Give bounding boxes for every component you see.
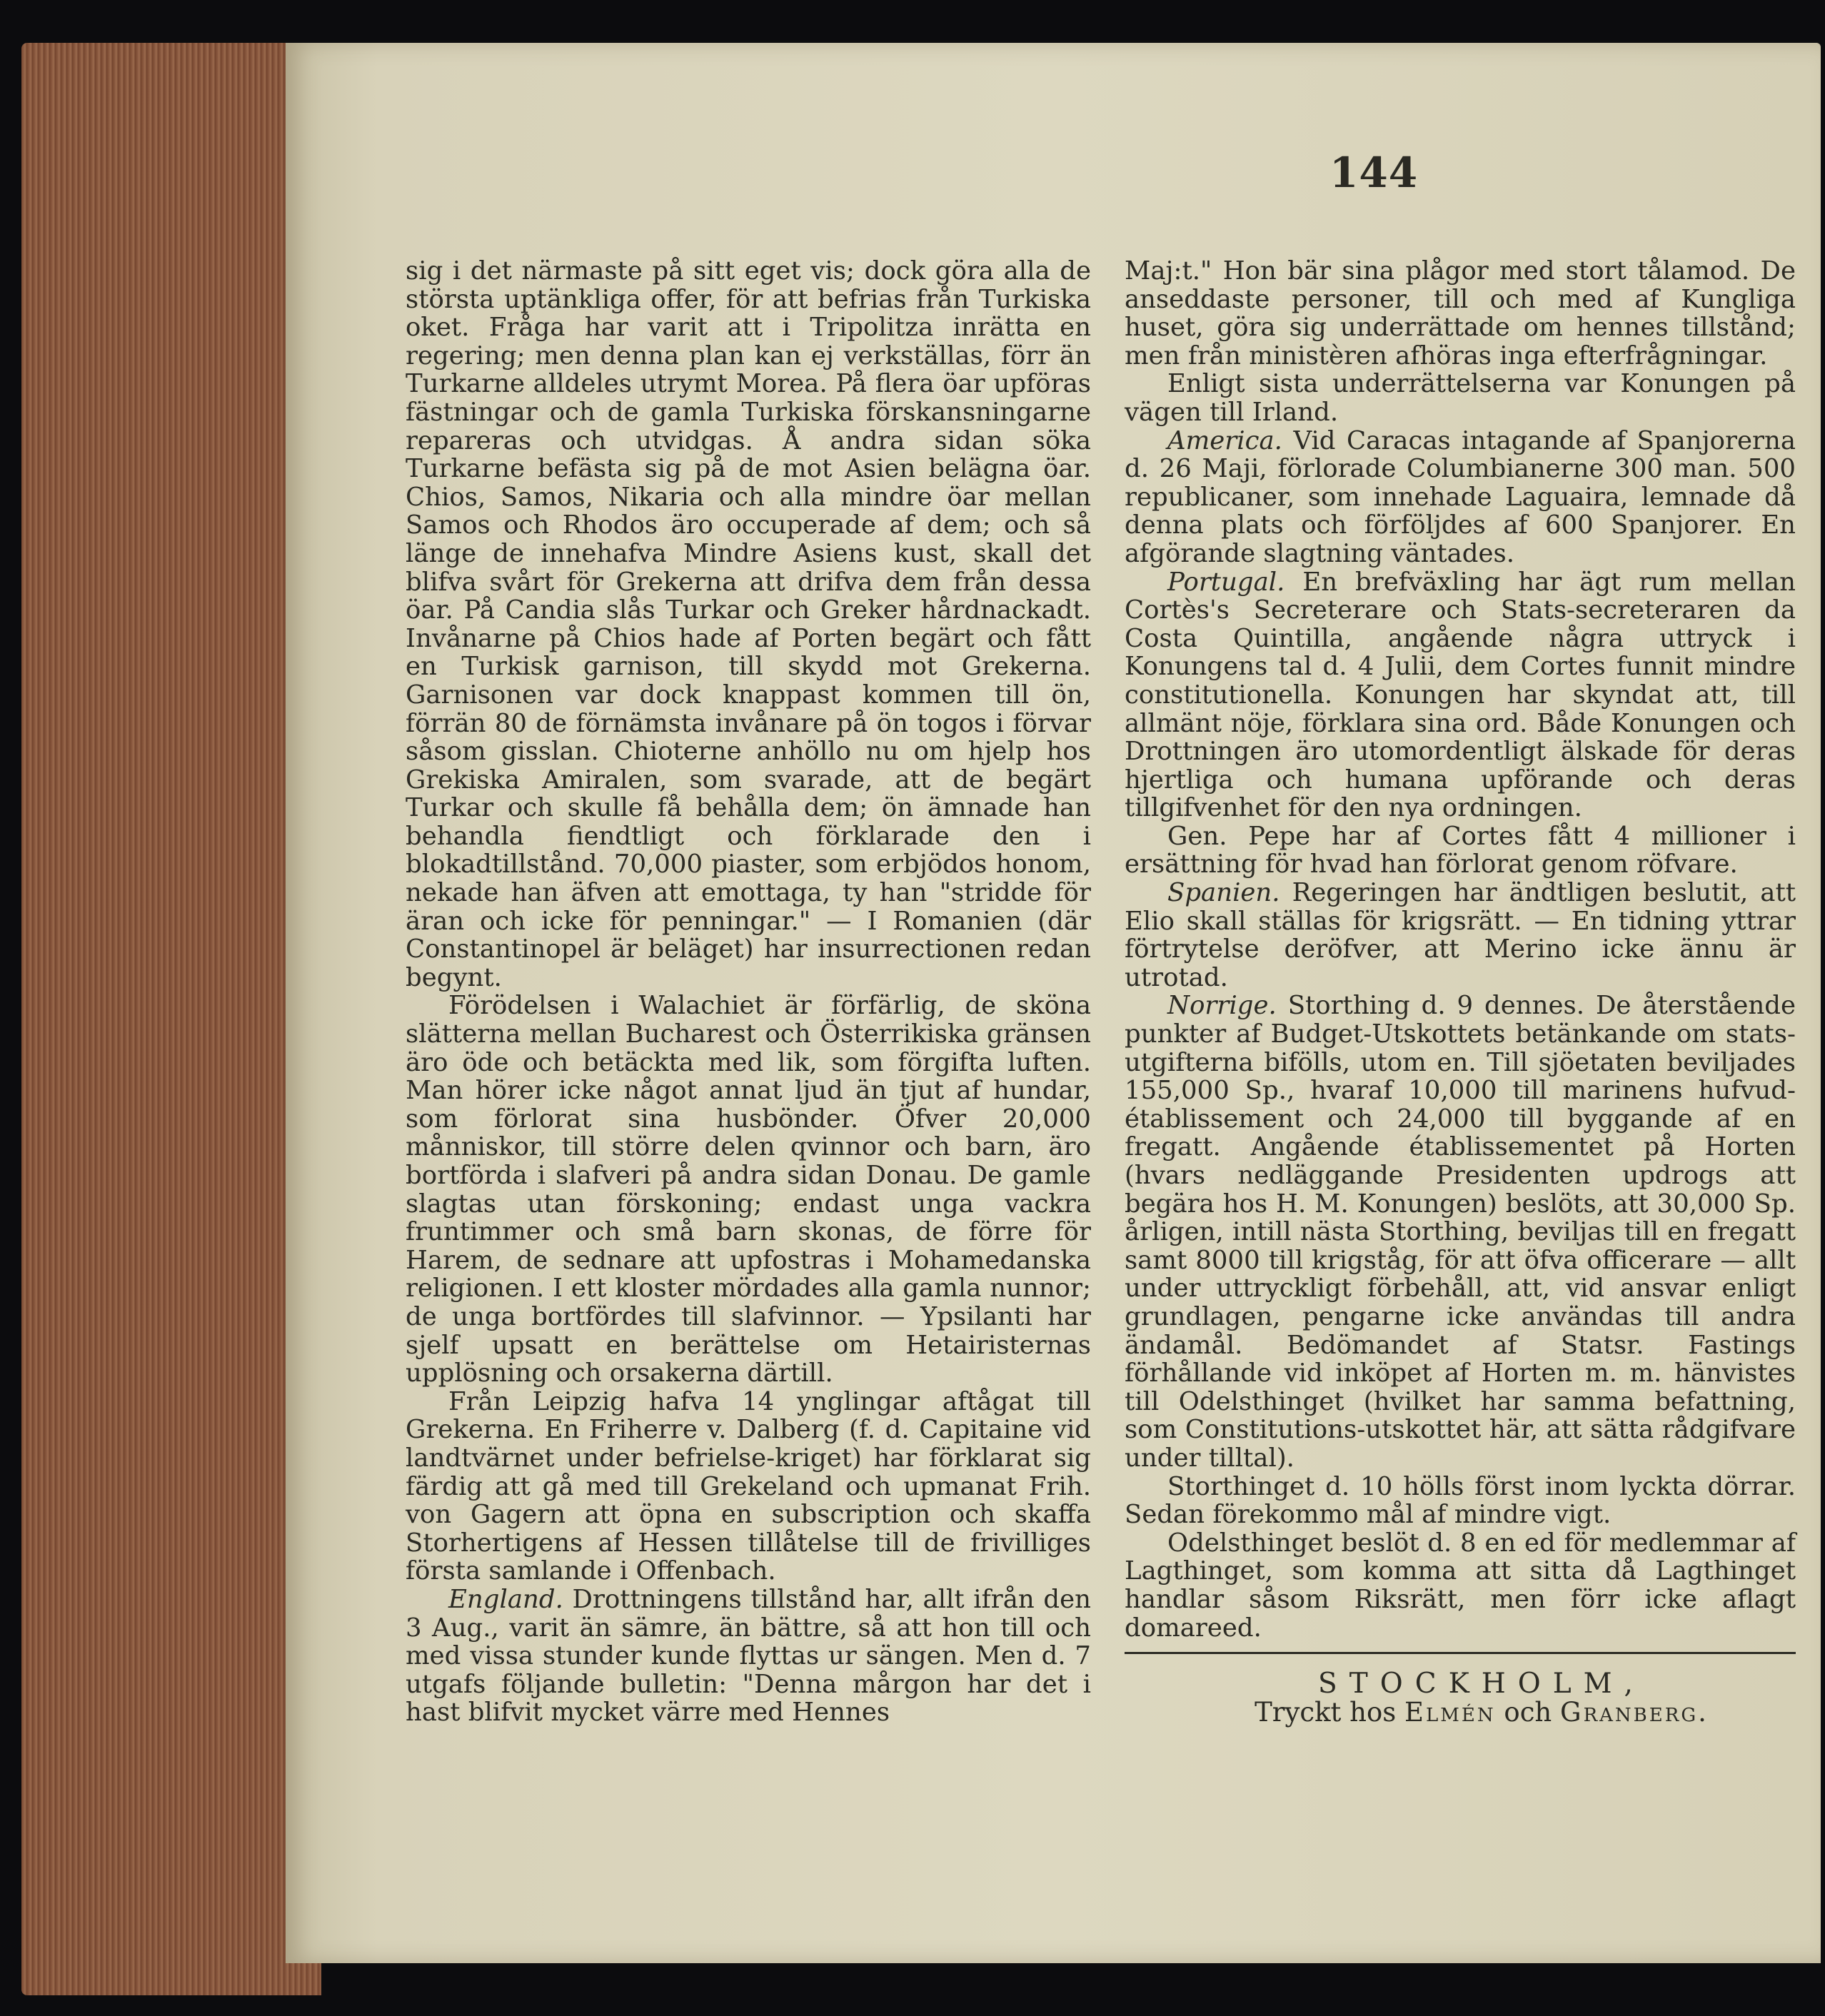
paragraph-odelsthing: Odelsthinget beslöt d. 8 en ed för medlemmar af Lagthinget, som komma att sitta då Lagthinget handlar såsom Riksrätt, men förr icke aflagt domareed. <box>1125 1528 1796 1643</box>
page-number: 144 <box>1329 148 1419 197</box>
paragraph-norway-text: Storthing d. 9 dennes. De återstående punkter af Budget-Utskottets betänkande om stats-utgifterna bifölls, utom en. Till sjöetaten beviljades 155,000 Sp., hvaraf 10,000 till marinens hufvud-établissement och 24,000 till byggande af en fregatt. Angående établissementet på Horten (hvars nedläggande Presidenten updrogs att begära hos H. M. Konungen) beslöts, att 30,000 Sp. årligen, intill nästa Storthing, beviljas till en fregatt samt 8000 till krigståg, för att öfva officerare — allt under uttryckligt förbehåll, att, vid ansvar enligt grundlagen, pengarne icke användas till andra ändamål. Bedömandet af Statsr. Fastings förhållande vid inköpet af Horten m. m. hänvistes till Odelsthinget (hvilket har samma befattning, som Constitutions-utskottet här, att sätta rådgifvare under tilltal). <box>1125 991 1796 1473</box>
imprint-line <box>1125 1698 1796 1727</box>
paragraph-spain <box>1125 879 1796 992</box>
paragraph-norway <box>1125 992 1796 1472</box>
end-rule <box>1125 1652 1796 1654</box>
paragraph-leipzig: Från Leipzig hafva 14 ynglingar aftågat till Grekerna. En Friherre v. Dalberg (f. d. Capitaine vid landtvärnet under befrielse-kriget) har förklarat sig färdig att gå med till Grekeland och upmanat Frih. von Gagern att öpna en subscription och skaffa Storhertigens af Hessen tillåtelse till de frivilliges första samlande i Offenbach. <box>406 1386 1091 1586</box>
paragraph-america <box>1125 427 1796 568</box>
paragraph-storthing: Storthinget d. 10 hölls först inom lyckta dörrar. Sedan förekommo mål af mindre vigt. <box>1125 1471 1796 1530</box>
paragraph-spain-text: Regeringen har ändtligen beslutit, att Elio skall ställas för krigsrätt. — En tidning yttrar förtrytelse deröfver, att Merino icke ännu är utrotad. <box>1125 878 1796 992</box>
place-heading-america: America. <box>1167 425 1282 455</box>
paragraph-greece: sig i det närmaste på sitt eget vis; dock göra alla de största uptänkliga offer, för att befrias från Turkiska oket. Fråga har varit att i Tripolitza inrätta en regering; men denna plan kan ej verkställas, förr än Turkarne alldeles utrymt Morea. På flera öar upföras fästningar och de gamla Turkiska förskansningarne repareras och utvidgas. Å andra sidan söka Turkarne befästa sig på de mot Asien belägna öar. Chios, Samos, Nikaria och alla mindre öar mellan Samos och Rhodos äro occuperade af dem; och så länge de innehafva Mindre Asiens kust, skall det blifva svårt för Grekerna att drifva dem från dessa öar. På Candia slås Turkar och Greker hårdnackadt. Invånarne på Chios hade af Porten begärt och fått en Turkisk garnison, till skydd mot Grekerna. Garnisonen var dock knappast kommen till ön, förrän 80 de förnämsta invånare på ön togos i förvar såsom gisslan. Chioterne anhöllo nu om hjelp hos Grekiska Amiralen, som svarade, att de begärt Turkar och skulle få behålla dem; ön ämnade han behandla fiendtligt och förklarade den i blokadtillstånd. 70,000 piaster, som erbjödos honom, nekade han äfven att emottaga, ty han "stridde för äran och icke för penningar." — I Romanien (där Constantinopel är beläget) har insurrectionen redan begynt. <box>406 256 1091 992</box>
place-heading-portugal: Portugal. <box>1167 567 1285 597</box>
imprint-printer-elmen: Elmén <box>1404 1696 1496 1728</box>
paragraph-gen-pepe: Gen. Pepe har af Cortes fått 4 millioner i ersättning för hvad han förlorat genom röfvare. <box>1125 821 1796 880</box>
place-heading-england: England. <box>448 1584 563 1614</box>
place-heading-spain: Spanien. <box>1167 878 1280 908</box>
paragraph-walachia: Förödelsen i Walachiet är förfärlig, de sköna slätterna mellan Bucharest och Österrikiska gränsen äro öde och betäckta med lik, som förgifta luften. Man hörer icke något annat ljud än tjut af hundar, som förlorat sina husbönder. Öfver 20,000 månniskor, till större delen qvinnor och barn, äro bortförda i slafveri på andra sidan Donau. De gamle slagtas utan förskoning; endast unga vackra fruntimmer och små barn skonas, de förre för Harem, de sednare att upfostras i Mohamedanska religionen. I ett kloster mördades alla gamla nunnor; de unga bortfördes till slafvinnor. — Ypsilanti har sjelf upsatt en berättelse om Hetairisternas upplösning och orsakerna därtill. <box>406 991 1091 1388</box>
paragraph-england-continued: Maj:t." Hon bär sina plågor med stort tålamod. De anseddaste personer, till och med af Kungliga huset, göra sig underrättade om hennes tillstånd; men från ministèren afhöras inga efterfrågningar. <box>1125 256 1796 371</box>
paragraph-england-text: Drottningens tillstånd har, allt ifrån den 3 Aug., varit än sämre, än bättre, så att hon till och med vissa stunder kunde flyttas ur sängen. Men d. 7 utgafs följande bulletin: "Denna mårgon har det i hast blifvit mycket värre med Hennes <box>406 1584 1091 1728</box>
imprint-printer-granberg: Granberg. <box>1560 1696 1709 1728</box>
left-column <box>406 257 1091 1727</box>
book-page-edges <box>21 43 321 1995</box>
paragraph-portugal <box>1125 568 1796 822</box>
right-column <box>1125 257 1796 1726</box>
paragraph-england <box>406 1586 1091 1727</box>
imprint-city: STOCKHOLM, <box>1318 1668 1645 1700</box>
paragraph-king-ireland: Enligt sista underrättelserna var Konungen på vägen till Irland. <box>1125 369 1796 427</box>
place-heading-norway: Norrige. <box>1167 991 1277 1021</box>
imprint-printed-by: Tryckt hos <box>1255 1696 1397 1728</box>
paragraph-america-text: Vid Caracas intagande af Spanjorerna d. 26 Maji, förlorade Columbianerne 300 man. 500 republicaner, som innehade Laguaira, lemnade då denna plats och förföljdes af 600 Spanjorer. En afgörande slagtning väntades. <box>1125 425 1796 568</box>
imprint-conjunction: och <box>1504 1696 1552 1728</box>
book-page <box>286 43 1821 1963</box>
paragraph-portugal-text: En brefväxling har ägt rum mellan Cortès's Secreterare och Stats-secreteraren da Costa Quintilla, angående några uttryck i Konungens tal d. 4 Julii, dem Cortes funnit mindre constitutionella. Konungen har skyndat att, till allmänt nöje, förklara sina ord. Både Konungen och Drottningen äro utomordentligt älskade för deras hjertliga och humana upförande och deras tillgifvenhet för den nya ordningen. <box>1125 567 1796 823</box>
